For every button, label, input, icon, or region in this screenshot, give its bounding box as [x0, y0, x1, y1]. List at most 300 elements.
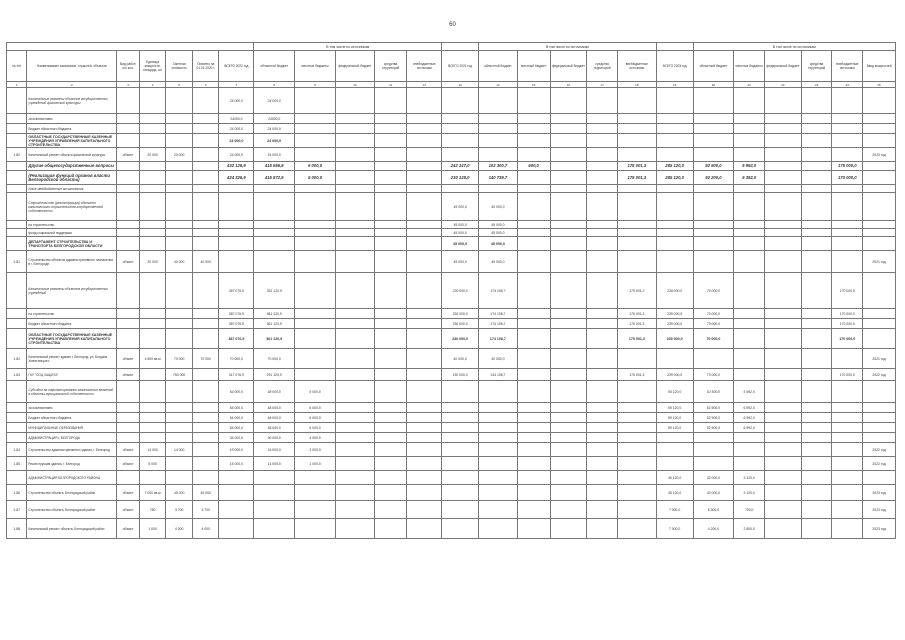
table-cell	[442, 114, 479, 124]
table-cell	[166, 114, 193, 124]
row-name-cell: Реконструкция здания, г. Белгород	[27, 457, 117, 471]
table-cell: 1.87	[7, 501, 27, 519]
table-cell: 16 000,0	[254, 443, 295, 457]
table-cell	[166, 433, 193, 443]
table-cell: 175 001,3	[617, 319, 656, 329]
table-cell	[335, 273, 374, 309]
table-cell: 285 120,0	[656, 162, 693, 171]
table-cell	[517, 148, 550, 162]
table-cell	[832, 381, 863, 403]
investment-program-table-sheet	[6, 42, 896, 539]
table-cell	[765, 485, 802, 501]
table-cell	[693, 349, 734, 369]
table-cell	[335, 471, 374, 485]
table-cell	[335, 88, 374, 114]
table-cell	[374, 309, 407, 319]
table-cell: 1.81	[7, 251, 27, 273]
table-cell	[166, 237, 193, 251]
table-cell	[335, 369, 374, 381]
table-cell	[407, 471, 442, 485]
table-cell: 6 000,0	[295, 423, 336, 433]
table-cell: 24 000,0	[219, 134, 254, 148]
table-cell	[617, 413, 656, 423]
table-cell	[139, 369, 166, 381]
table-cell	[801, 185, 832, 193]
table-cell: 2023 год	[863, 485, 896, 501]
table-cell: 30 000,0	[254, 433, 295, 443]
table-cell	[295, 193, 336, 221]
table-cell	[254, 193, 295, 221]
table-row	[7, 501, 896, 519]
table-row	[7, 88, 896, 114]
table-cell: 4 000	[166, 519, 193, 539]
table-cell	[254, 185, 295, 193]
table-cell	[517, 229, 550, 237]
table-cell: 42 000,0	[693, 485, 734, 501]
table-cell	[479, 114, 518, 124]
table-cell	[656, 237, 693, 251]
table-cell	[166, 381, 193, 403]
table-cell	[863, 319, 896, 329]
row-name-cell: АДМИНИСТРАЦИЯ БЕЛГОРОДСКОГО РАЙОНА	[27, 471, 117, 485]
table-cell	[765, 519, 802, 539]
table-cell: объект	[117, 443, 139, 457]
table-cell: объект	[117, 251, 139, 273]
table-cell: 170 000,0	[832, 319, 863, 329]
table-cell	[139, 319, 166, 329]
table-cell	[587, 413, 618, 423]
table-cell	[617, 134, 656, 148]
table-cell	[335, 309, 374, 319]
table-cell	[117, 193, 139, 221]
table-cell	[295, 134, 336, 148]
table-cell	[407, 273, 442, 309]
table-cell	[734, 251, 765, 273]
row-name-cell: ГКУ "СОЦ ЗАЩИТА"	[27, 369, 117, 381]
table-cell	[479, 134, 518, 148]
table-cell	[192, 171, 219, 185]
table-cell	[192, 193, 219, 221]
table-cell: 1.80	[7, 148, 27, 162]
table-cell	[407, 251, 442, 273]
table-cell	[166, 457, 193, 471]
table-cell: 3 700	[166, 501, 193, 519]
row-name-cell: ДЕПАРТАМЕНТ СТРОИТЕЛЬСТВА И ТРАНСПОРТА БЕЛГОРОДСКОЙ ОБЛАСТИ	[27, 237, 117, 251]
table-cell	[139, 88, 166, 114]
table-cell	[166, 124, 193, 134]
table-cell	[517, 319, 550, 329]
table-cell	[374, 162, 407, 171]
table-cell	[479, 413, 518, 423]
table-cell	[479, 88, 518, 114]
column-number: 2	[27, 82, 117, 88]
table-cell: 1.84	[7, 443, 27, 457]
table-cell	[219, 229, 254, 237]
table-cell	[863, 114, 896, 124]
table-row	[7, 148, 896, 162]
table-cell: 24000,0	[254, 114, 295, 124]
table-cell: 52 500,0	[693, 423, 734, 433]
table-cell: 19 000,0	[219, 443, 254, 457]
table-cell	[734, 124, 765, 134]
table-cell	[192, 309, 219, 319]
table-cell	[295, 329, 336, 349]
table-cell: 59 120,0	[656, 403, 693, 413]
table-cell	[801, 114, 832, 124]
table-cell	[765, 134, 802, 148]
column-number: 14	[479, 82, 518, 88]
table-cell	[407, 162, 442, 171]
table-cell: 175 001,3	[617, 329, 656, 349]
table-cell	[7, 124, 27, 134]
table-cell	[587, 433, 618, 443]
table-cell	[801, 193, 832, 221]
table-cell	[832, 485, 863, 501]
table-cell	[765, 319, 802, 329]
column-number: 9	[295, 82, 336, 88]
table-cell	[863, 171, 896, 185]
table-cell	[765, 148, 802, 162]
table-cell: 1 000	[139, 519, 166, 539]
table-cell: 6 392,0	[734, 171, 765, 185]
table-cell	[734, 433, 765, 443]
table-cell	[734, 319, 765, 329]
table-cell	[693, 134, 734, 148]
table-cell	[192, 381, 219, 403]
table-cell	[734, 349, 765, 369]
table-cell	[374, 381, 407, 403]
table-cell	[693, 251, 734, 273]
table-cell	[295, 369, 336, 381]
table-cell	[335, 413, 374, 423]
table-cell: 750 000	[166, 369, 193, 381]
table-cell: 134 108,7	[479, 369, 518, 381]
table-cell	[863, 413, 896, 423]
table-cell	[587, 114, 618, 124]
table-cell: 2023 год	[863, 148, 896, 162]
table-cell	[765, 221, 802, 229]
table-cell	[765, 114, 802, 124]
table-cell	[166, 309, 193, 319]
table-cell	[479, 124, 518, 134]
column-number: 10	[335, 82, 374, 88]
table-cell: 239 000,0	[656, 329, 693, 349]
table-cell	[832, 413, 863, 423]
table-cell: 14 000	[139, 443, 166, 457]
table-row	[7, 471, 896, 485]
table-cell	[335, 381, 374, 403]
table-cell	[254, 519, 295, 539]
table-cell	[166, 329, 193, 349]
column-number: 13	[442, 82, 479, 88]
table-cell: 4 000	[192, 519, 219, 539]
table-cell	[656, 124, 693, 134]
table-cell	[801, 237, 832, 251]
table-cell	[693, 457, 734, 471]
table-cell	[587, 501, 618, 519]
table-cell	[335, 124, 374, 134]
table-row	[7, 171, 896, 185]
column-header: Наименование заказчиков, отраслей, объектов	[27, 51, 117, 82]
table-cell	[407, 423, 442, 433]
table-cell	[7, 423, 27, 433]
table-cell: 7 000 кв.м	[139, 485, 166, 501]
table-cell	[863, 403, 896, 413]
table-cell	[550, 251, 587, 273]
table-cell	[139, 221, 166, 229]
column-header: внебюджетные источники	[407, 51, 442, 82]
table-cell	[374, 171, 407, 185]
table-cell	[863, 134, 896, 148]
table-cell	[517, 349, 550, 369]
column-header: Вид работ/ого кол-	[117, 51, 139, 82]
table-cell	[693, 193, 734, 221]
table-cell: 175 001,3	[617, 171, 656, 185]
table-cell	[587, 443, 618, 457]
table-cell	[479, 485, 518, 501]
table-cell	[765, 501, 802, 519]
table-row	[7, 237, 896, 251]
table-cell	[442, 457, 479, 471]
table-cell	[617, 443, 656, 457]
table-cell: 70 000,0	[693, 329, 734, 349]
table-cell	[832, 124, 863, 134]
table-cell	[617, 251, 656, 273]
table-cell: 230 000,0	[442, 319, 479, 329]
table-cell: объект	[117, 485, 139, 501]
table-cell	[117, 381, 139, 403]
row-name-cell: Бюджет областного бюджета	[27, 319, 117, 329]
table-cell	[139, 237, 166, 251]
table-cell: 6 000,0	[295, 403, 336, 413]
table-cell	[656, 433, 693, 443]
table-cell: 3 000,0	[295, 443, 336, 457]
table-cell	[734, 134, 765, 148]
table-cell	[587, 251, 618, 273]
table-cell	[693, 185, 734, 193]
table-cell	[117, 471, 139, 485]
table-cell	[587, 273, 618, 309]
table-cell	[335, 114, 374, 124]
table-cell	[295, 114, 336, 124]
table-cell	[192, 329, 219, 349]
table-cell	[117, 237, 139, 251]
table-cell	[192, 423, 219, 433]
row-name-cell: Капитальные ремонты объектов государственных учреждений физической культуры	[27, 88, 117, 114]
table-cell	[166, 221, 193, 229]
table-cell: 415 556,9	[254, 162, 295, 171]
table-cell	[7, 433, 27, 443]
table-cell	[335, 485, 374, 501]
table-cell	[617, 185, 656, 193]
table-cell	[166, 273, 193, 309]
table-cell: 170 000,0	[832, 309, 863, 319]
column-number: 20	[693, 82, 734, 88]
table-cell	[407, 319, 442, 329]
table-cell	[863, 124, 896, 134]
table-cell	[192, 403, 219, 413]
table-cell: 174 108,7	[479, 309, 518, 319]
column-header: Единица мощности, площадь, шт	[139, 51, 166, 82]
table-cell: 2021 год	[863, 349, 896, 369]
table-row	[7, 251, 896, 273]
table-cell: 70 000,0	[693, 369, 734, 381]
table-cell	[166, 471, 193, 485]
column-header: Сметная стоимость	[166, 51, 193, 82]
row-name-cell: АДМИНИСТРАЦИЯ г. БЕЛГОРОДА	[27, 433, 117, 443]
table-cell	[734, 329, 765, 349]
column-number: 24	[832, 82, 863, 88]
table-cell: объект	[117, 501, 139, 519]
column-number: 22	[765, 82, 802, 88]
table-cell	[374, 251, 407, 273]
table-cell: 1.85	[7, 457, 27, 471]
table-cell	[550, 124, 587, 134]
column-header: внебюджетные источники	[617, 51, 656, 82]
header-blank-2021	[442, 43, 479, 51]
table-cell: 48 000,0	[254, 423, 295, 433]
table-cell	[192, 88, 219, 114]
table-cell	[550, 519, 587, 539]
table-cell	[407, 148, 442, 162]
table-cell: 424 326,9	[219, 171, 254, 185]
column-number: 16	[550, 82, 587, 88]
table-cell: 2022 год	[863, 369, 896, 381]
table-cell	[517, 423, 550, 433]
table-cell	[693, 114, 734, 124]
table-cell	[7, 193, 27, 221]
table-cell: 3 120,0	[734, 471, 765, 485]
table-cell	[139, 423, 166, 433]
table-cell	[335, 403, 374, 413]
table-cell: 6 992,0	[734, 381, 765, 403]
table-cell: 70 000	[166, 349, 193, 369]
table-cell	[863, 423, 896, 433]
table-cell	[801, 485, 832, 501]
table-cell	[335, 221, 374, 229]
table-cell	[617, 381, 656, 403]
table-cell	[295, 501, 336, 519]
header-group-2022: В том числе по источникам	[254, 43, 442, 51]
table-cell	[7, 229, 27, 237]
row-name-cell: ОБЛАСТНЫЕ ГОСУДАРСТВЕННЫЕ КАЗЕННЫЕ УЧРЕЖДЕНИЯ УПРАВЛЕНИЯ КАПИТАЛЬНОГО СТРОИТЕЛЬСТВА	[27, 134, 117, 148]
row-name-cell: Строительство объекта, Белгородский район	[27, 485, 117, 501]
table-cell	[587, 519, 618, 539]
column-number: 1	[7, 82, 27, 88]
table-cell	[863, 221, 896, 229]
table-cell	[254, 251, 295, 273]
table-cell	[517, 369, 550, 381]
column-number: 3	[117, 82, 139, 88]
row-name-cell: МУНИЦИПАЛЬНЫЕ ОБРАЗОВАНИЯ	[27, 423, 117, 433]
table-cell	[801, 229, 832, 237]
table-cell	[832, 185, 863, 193]
table-cell	[117, 134, 139, 148]
table-cell	[442, 88, 479, 114]
table-cell	[254, 485, 295, 501]
table-cell	[192, 457, 219, 471]
table-cell	[192, 237, 219, 251]
row-name-cell: за исключением	[27, 114, 117, 124]
table-cell	[7, 171, 27, 185]
table-cell	[617, 485, 656, 501]
table-cell	[832, 471, 863, 485]
table-cell	[407, 433, 442, 443]
table-cell	[550, 229, 587, 237]
row-name-cell: Иные межбюджетные ассигнования	[27, 185, 117, 193]
table-row	[7, 193, 896, 221]
table-cell	[656, 251, 693, 273]
row-name-cell: (Реализация функций органов власти Белгородской области)	[27, 171, 117, 185]
table-cell: объект	[117, 519, 139, 539]
table-cell	[442, 124, 479, 134]
table-cell	[139, 193, 166, 221]
table-cell	[407, 134, 442, 148]
table-cell	[832, 433, 863, 443]
table-cell	[166, 134, 193, 148]
table-cell	[801, 413, 832, 423]
column-header: федеральный бюджет	[335, 51, 374, 82]
table-cell	[832, 519, 863, 539]
table-cell	[656, 88, 693, 114]
table-cell	[517, 134, 550, 148]
table-cell	[192, 229, 219, 237]
table-cell	[765, 193, 802, 221]
table-cell	[479, 457, 518, 471]
table-cell: 230 000,0	[442, 309, 479, 319]
table-cell	[765, 171, 802, 185]
table-cell	[734, 273, 765, 309]
table-cell	[550, 193, 587, 221]
table-cell	[765, 273, 802, 309]
table-cell	[801, 319, 832, 329]
table-cell	[832, 251, 863, 273]
table-cell: 45 000,0	[479, 221, 518, 229]
table-cell	[550, 221, 587, 229]
table-cell	[335, 501, 374, 519]
table-cell	[832, 349, 863, 369]
table-cell	[801, 309, 832, 319]
table-cell: 45 120,0	[656, 485, 693, 501]
table-cell	[863, 193, 896, 221]
table-cell	[832, 457, 863, 471]
table-cell	[550, 148, 587, 162]
table-cell: 24 000,0	[219, 124, 254, 134]
table-cell	[550, 423, 587, 433]
table-cell	[295, 229, 336, 237]
table-cell	[765, 162, 802, 171]
table-cell	[550, 471, 587, 485]
table-cell	[335, 329, 374, 349]
table-cell	[765, 433, 802, 443]
table-cell: 700,0	[734, 501, 765, 519]
table-cell	[374, 485, 407, 501]
table-cell	[617, 471, 656, 485]
table-cell	[407, 309, 442, 319]
table-cell: 45 120,0	[656, 471, 693, 485]
column-header: внебюджетные источники	[832, 51, 863, 82]
table-cell	[734, 237, 765, 251]
table-cell: 5 000	[139, 457, 166, 471]
table-cell	[407, 519, 442, 539]
column-header: № п/п	[7, 51, 27, 82]
table-cell	[295, 237, 336, 251]
table-cell	[374, 88, 407, 114]
table-cell	[166, 193, 193, 221]
table-cell	[656, 193, 693, 221]
table-cell	[295, 124, 336, 134]
table-cell	[863, 309, 896, 319]
